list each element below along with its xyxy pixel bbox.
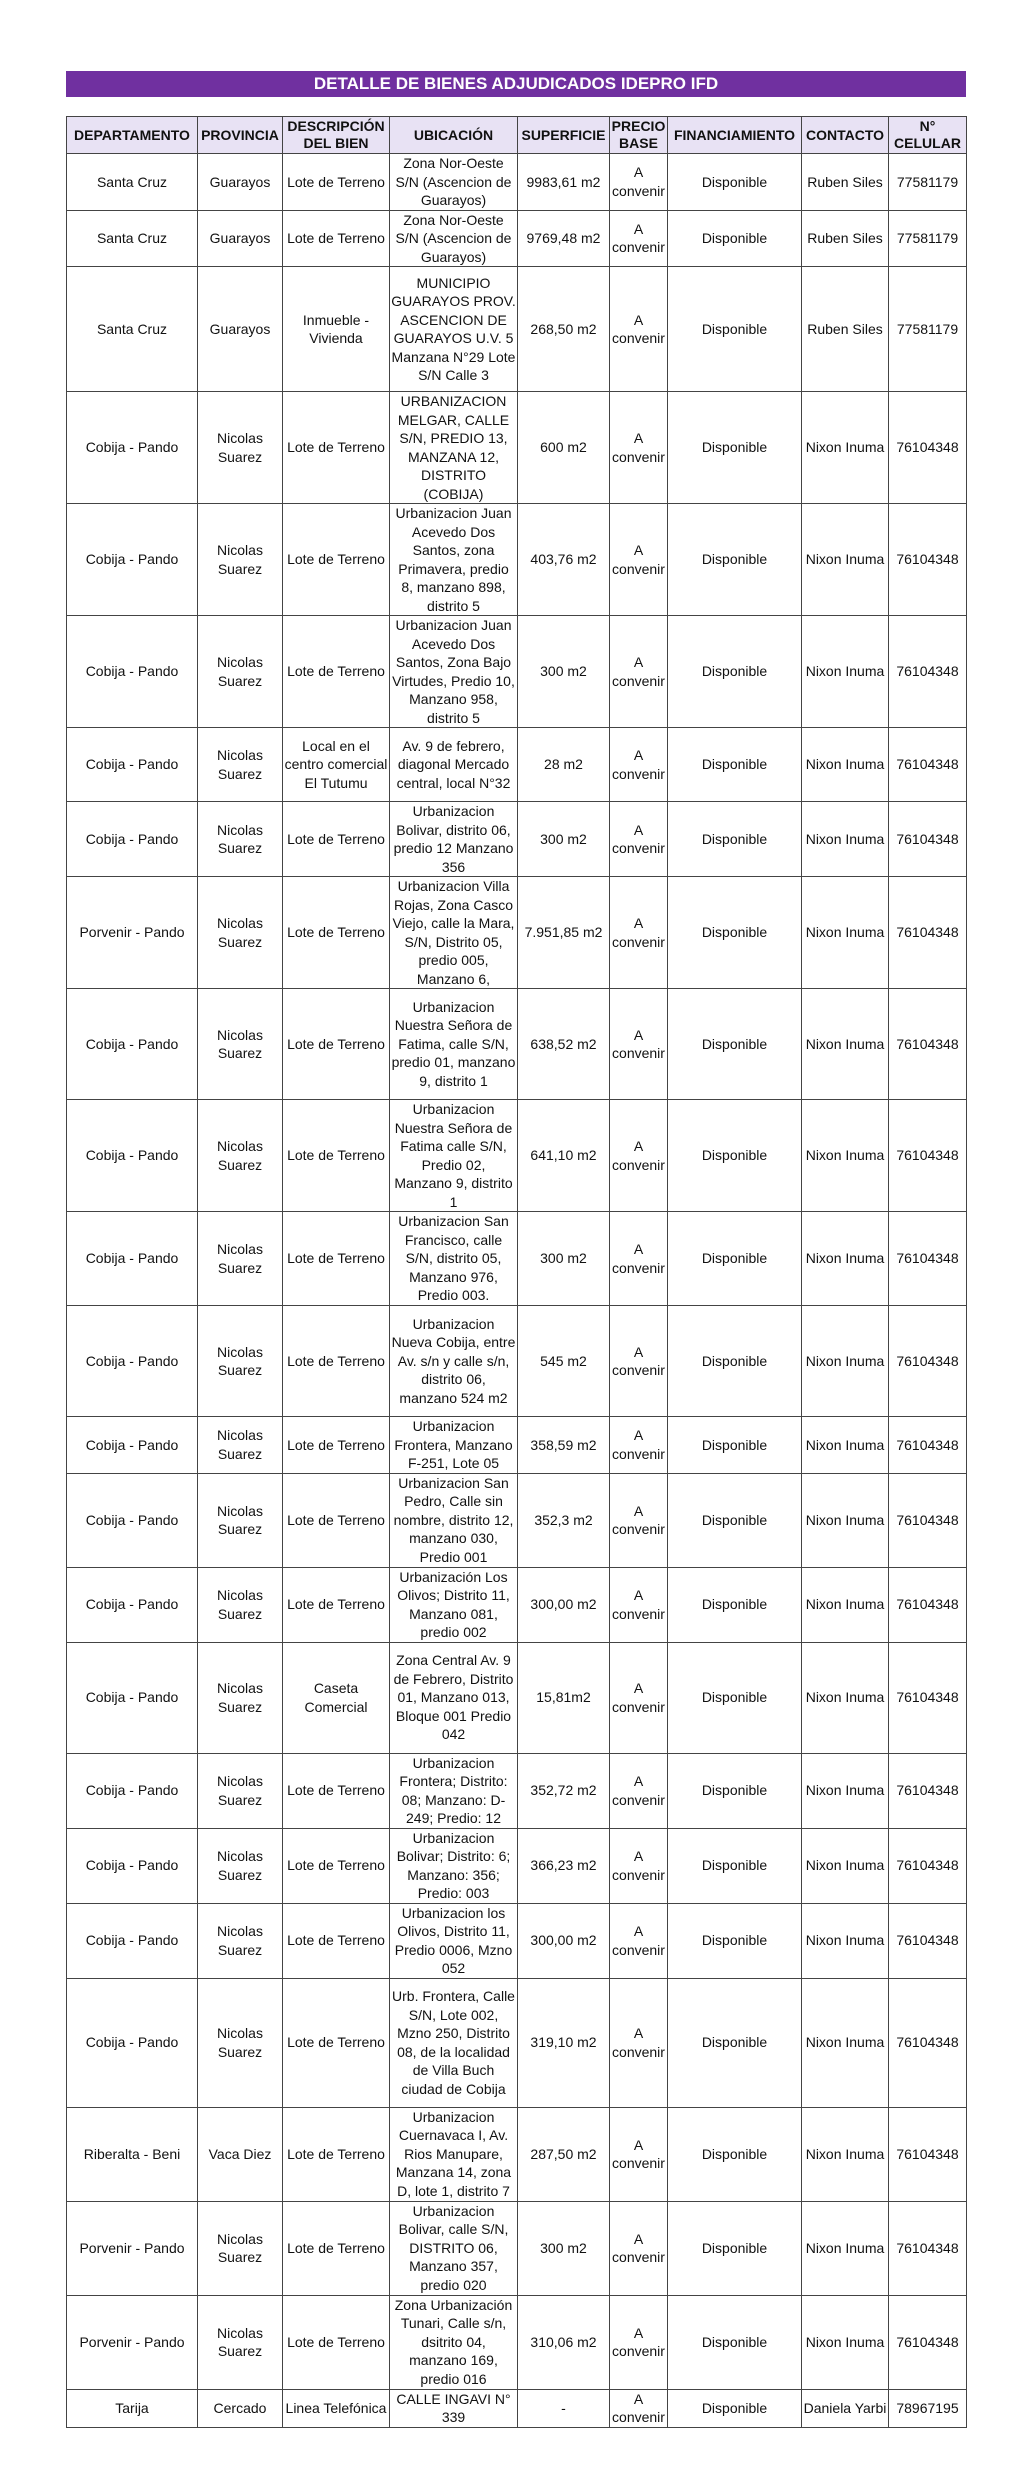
cell-descripcion: Lote de Terreno [283,877,390,989]
cell-contacto: Nixon Inuma [802,1828,889,1903]
cell-departamento: Cobija - Pando [67,1828,198,1903]
cell-precio-base: A convenir [610,1978,668,2107]
cell-financiamiento: Disponible [668,154,802,211]
cell-descripcion: Lote de Terreno [283,1306,390,1417]
cell-provincia: Nicolas Suarez [198,2295,283,2389]
cell-contacto: Ruben Siles [802,267,889,392]
cell-provincia: Cercado [198,2389,283,2427]
header-ubicacion: UBICACIÓN [390,117,518,154]
cell-precio-base: A convenir [610,392,668,504]
cell-contacto: Nixon Inuma [802,1642,889,1753]
cell-precio-base: A convenir [610,1828,668,1903]
table-row [67,877,967,989]
cell-provincia: Nicolas Suarez [198,392,283,504]
cell-contacto: Nixon Inuma [802,1212,889,1306]
cell-descripcion: Lote de Terreno [283,1417,390,1474]
cell-departamento: Cobija - Pando [67,1903,198,1978]
bienes-table [66,116,967,2428]
cell-superficie: 300 m2 [518,1212,610,1306]
cell-financiamiento: Disponible [668,2295,802,2389]
cell-financiamiento: Disponible [668,802,802,877]
cell-departamento: Porvenir - Pando [67,877,198,989]
cell-ubicacion: CALLE INGAVI N° 339 [390,2389,518,2427]
cell-descripcion: Local en el centro comercial El Tutumu [283,728,390,802]
cell-superficie: 300 m2 [518,802,610,877]
cell-departamento: Santa Cruz [67,210,198,267]
cell-ubicacion: Urbanizacion Nuestra Señora de Fatima, calle S/N, predio 01, manzano 9, distrito 1 [390,989,518,1100]
table-row [67,2201,967,2295]
cell-celular: 76104348 [889,1567,967,1642]
cell-superficie: 366,23 m2 [518,1828,610,1903]
cell-provincia: Guarayos [198,154,283,211]
cell-descripcion: Lote de Terreno [283,989,390,1100]
cell-descripcion: Lote de Terreno [283,2107,390,2201]
cell-descripcion: Lote de Terreno [283,1978,390,2107]
cell-celular: 76104348 [889,1100,967,1212]
cell-superficie: 310,06 m2 [518,2295,610,2389]
cell-financiamiento: Disponible [668,616,802,728]
cell-financiamiento: Disponible [668,1978,802,2107]
header-row [67,117,967,154]
table-row [67,1417,967,1474]
cell-superficie: 300 m2 [518,616,610,728]
cell-provincia: Nicolas Suarez [198,1567,283,1642]
table-row [67,1473,967,1567]
cell-precio-base: A convenir [610,1473,668,1567]
cell-departamento: Santa Cruz [67,267,198,392]
cell-descripcion: Lote de Terreno [283,1473,390,1567]
cell-departamento: Porvenir - Pando [67,2295,198,2389]
cell-ubicacion: Urbanizacion San Pedro, Calle sin nombre, distrito 12, manzano 030, Predio 001 [390,1473,518,1567]
cell-celular: 76104348 [889,1212,967,1306]
table-row [67,2295,967,2389]
cell-provincia: Nicolas Suarez [198,616,283,728]
cell-descripcion: Caseta Comercial [283,1642,390,1753]
cell-ubicacion: URBANIZACION MELGAR, CALLE S/N, PREDIO 13, MANZANA 12, DISTRITO (COBIJA) [390,392,518,504]
cell-descripcion: Lote de Terreno [283,2201,390,2295]
table-row [67,267,967,392]
cell-celular: 76104348 [889,504,967,616]
cell-financiamiento: Disponible [668,1100,802,1212]
cell-financiamiento: Disponible [668,877,802,989]
cell-financiamiento: Disponible [668,504,802,616]
cell-provincia: Nicolas Suarez [198,1903,283,1978]
cell-precio-base: A convenir [610,2389,668,2427]
cell-ubicacion: MUNICIPIO GUARAYOS PROV. ASCENCION DE GUARAYOS U.V. 5 Manzana N°29 Lote S/N Calle 3 [390,267,518,392]
table-row [67,616,967,728]
cell-provincia: Nicolas Suarez [198,1753,283,1828]
cell-celular: 77581179 [889,267,967,392]
cell-provincia: Nicolas Suarez [198,877,283,989]
cell-ubicacion: Urbanizacion Frontera, Manzano F-251, Lote 05 [390,1417,518,1474]
cell-provincia: Nicolas Suarez [198,1978,283,2107]
cell-superficie: 319,10 m2 [518,1978,610,2107]
cell-superficie: 9983,61 m2 [518,154,610,211]
cell-superficie: 287,50 m2 [518,2107,610,2201]
cell-descripcion: Lote de Terreno [283,210,390,267]
header-financiamiento: FINANCIAMIENTO [668,117,802,154]
cell-descripcion: Lote de Terreno [283,1100,390,1212]
cell-precio-base: A convenir [610,2201,668,2295]
cell-financiamiento: Disponible [668,1828,802,1903]
cell-contacto: Nixon Inuma [802,2295,889,2389]
cell-provincia: Nicolas Suarez [198,1417,283,1474]
cell-descripcion: Lote de Terreno [283,1903,390,1978]
cell-contacto: Nixon Inuma [802,989,889,1100]
cell-contacto: Nixon Inuma [802,1903,889,1978]
cell-financiamiento: Disponible [668,2107,802,2201]
cell-superficie: 358,59 m2 [518,1417,610,1474]
cell-precio-base: A convenir [610,616,668,728]
cell-financiamiento: Disponible [668,1306,802,1417]
cell-precio-base: A convenir [610,504,668,616]
cell-departamento: Porvenir - Pando [67,2201,198,2295]
cell-celular: 78967195 [889,2389,967,2427]
cell-departamento: Cobija - Pando [67,728,198,802]
table-row [67,2107,967,2201]
table-row [67,1753,967,1828]
cell-ubicacion: Urbanizacion San Francisco, calle S/N, distrito 05, Manzano 976, Predio 003. [390,1212,518,1306]
cell-superficie: 28 m2 [518,728,610,802]
cell-descripcion: Lote de Terreno [283,1567,390,1642]
cell-contacto: Nixon Inuma [802,1978,889,2107]
cell-superficie: 15,81m2 [518,1642,610,1753]
cell-superficie: 268,50 m2 [518,267,610,392]
cell-financiamiento: Disponible [668,392,802,504]
cell-celular: 76104348 [889,616,967,728]
cell-departamento: Santa Cruz [67,154,198,211]
cell-provincia: Nicolas Suarez [198,989,283,1100]
cell-departamento: Cobija - Pando [67,1642,198,1753]
cell-descripcion: Lote de Terreno [283,616,390,728]
cell-provincia: Nicolas Suarez [198,1212,283,1306]
cell-departamento: Cobija - Pando [67,392,198,504]
cell-precio-base: A convenir [610,728,668,802]
cell-superficie: 9769,48 m2 [518,210,610,267]
table-row [67,1978,967,2107]
cell-celular: 76104348 [889,802,967,877]
table-row [67,154,967,211]
cell-ubicacion: Zona Central Av. 9 de Febrero, Distrito 01, Manzano 013, Bloque 001 Predio 042 [390,1642,518,1753]
cell-ubicacion: Urbanizacion Cuernavaca I, Av. Rios Manupare, Manzana 14, zona D, lote 1, distrito 7 [390,2107,518,2201]
cell-departamento: Cobija - Pando [67,616,198,728]
cell-financiamiento: Disponible [668,1212,802,1306]
cell-celular: 76104348 [889,1473,967,1567]
cell-provincia: Nicolas Suarez [198,2201,283,2295]
cell-provincia: Nicolas Suarez [198,802,283,877]
cell-provincia: Guarayos [198,210,283,267]
cell-contacto: Nixon Inuma [802,877,889,989]
cell-contacto: Nixon Inuma [802,802,889,877]
table-row [67,802,967,877]
cell-precio-base: A convenir [610,877,668,989]
cell-departamento: Riberalta - Beni [67,2107,198,2201]
cell-superficie: 600 m2 [518,392,610,504]
cell-descripcion: Lote de Terreno [283,2295,390,2389]
cell-precio-base: A convenir [610,1212,668,1306]
header-contacto: CONTACTO [802,117,889,154]
cell-financiamiento: Disponible [668,1903,802,1978]
cell-celular: 76104348 [889,989,967,1100]
cell-departamento: Cobija - Pando [67,1567,198,1642]
cell-departamento: Cobija - Pando [67,1100,198,1212]
table-row [67,1212,967,1306]
cell-financiamiento: Disponible [668,210,802,267]
cell-contacto: Nixon Inuma [802,616,889,728]
cell-contacto: Ruben Siles [802,154,889,211]
cell-superficie: 545 m2 [518,1306,610,1417]
cell-financiamiento: Disponible [668,267,802,392]
cell-celular: 76104348 [889,1903,967,1978]
header-provincia: PROVINCIA [198,117,283,154]
cell-precio-base: A convenir [610,267,668,392]
cell-departamento: Cobija - Pando [67,1306,198,1417]
cell-ubicacion: Urbanizacion Juan Acevedo Dos Santos, Zona Bajo Virtudes, Predio 10, Manzano 958, distrito 5 [390,616,518,728]
cell-contacto: Nixon Inuma [802,2107,889,2201]
cell-celular: 76104348 [889,728,967,802]
cell-contacto: Nixon Inuma [802,728,889,802]
cell-financiamiento: Disponible [668,2389,802,2427]
cell-descripcion: Lote de Terreno [283,802,390,877]
cell-ubicacion: Urbanizacion Frontera; Distrito: 08; Manzano: D-249; Predio: 12 [390,1753,518,1828]
cell-descripcion: Inmueble - Vivienda [283,267,390,392]
cell-provincia: Nicolas Suarez [198,1828,283,1903]
header-departamento: DEPARTAMENTO [67,117,198,154]
cell-provincia: Nicolas Suarez [198,504,283,616]
cell-precio-base: A convenir [610,1753,668,1828]
cell-celular: 76104348 [889,877,967,989]
cell-ubicacion: Urbanizacion Bolivar; Distrito: 6; Manzano: 356; Predio: 003 [390,1828,518,1903]
cell-superficie: 300,00 m2 [518,1903,610,1978]
cell-superficie: 403,76 m2 [518,504,610,616]
cell-ubicacion: Urbanización Los Olivos; Distrito 11, Manzano 081, predio 002 [390,1567,518,1642]
cell-superficie: 641,10 m2 [518,1100,610,1212]
cell-precio-base: A convenir [610,154,668,211]
table-row [67,504,967,616]
cell-precio-base: A convenir [610,2295,668,2389]
cell-celular: 77581179 [889,154,967,211]
header-celular: N° CELULAR [889,117,967,154]
cell-celular: 76104348 [889,2295,967,2389]
table-row [67,1903,967,1978]
cell-celular: 76104348 [889,392,967,504]
cell-departamento: Cobija - Pando [67,1212,198,1306]
cell-contacto: Daniela Yarbi [802,2389,889,2427]
cell-descripcion: Lote de Terreno [283,1753,390,1828]
cell-ubicacion: Av. 9 de febrero, diagonal Mercado central, local N°32 [390,728,518,802]
cell-ubicacion: Zona Nor-Oeste S/N (Ascencion de Guarayos) [390,154,518,211]
cell-departamento: Cobija - Pando [67,802,198,877]
cell-superficie: 352,72 m2 [518,1753,610,1828]
cell-contacto: Nixon Inuma [802,2201,889,2295]
table-row [67,989,967,1100]
cell-provincia: Nicolas Suarez [198,1642,283,1753]
table-row [67,1306,967,1417]
cell-ubicacion: Urbanizacion Bolivar, distrito 06, predio 12 Manzano 356 [390,802,518,877]
table-row [67,210,967,267]
cell-departamento: Cobija - Pando [67,504,198,616]
cell-contacto: Nixon Inuma [802,1417,889,1474]
cell-contacto: Nixon Inuma [802,504,889,616]
cell-descripcion: Lote de Terreno [283,154,390,211]
cell-financiamiento: Disponible [668,1753,802,1828]
cell-ubicacion: Urbanizacion Juan Acevedo Dos Santos, zona Primavera, predio 8, manzano 898, distrito 5 [390,504,518,616]
cell-financiamiento: Disponible [668,1642,802,1753]
cell-provincia: Nicolas Suarez [198,1100,283,1212]
cell-financiamiento: Disponible [668,2201,802,2295]
cell-celular: 76104348 [889,1306,967,1417]
table-row [67,1828,967,1903]
cell-superficie: 638,52 m2 [518,989,610,1100]
cell-departamento: Cobija - Pando [67,1473,198,1567]
cell-superficie: 7.951,85 m2 [518,877,610,989]
table-row [67,2389,967,2427]
cell-celular: 76104348 [889,2201,967,2295]
header-superficie: SUPERFICIE [518,117,610,154]
cell-precio-base: A convenir [610,989,668,1100]
cell-precio-base: A convenir [610,1100,668,1212]
cell-contacto: Nixon Inuma [802,1473,889,1567]
cell-superficie: - [518,2389,610,2427]
cell-descripcion: Linea Telefónica [283,2389,390,2427]
cell-departamento: Cobija - Pando [67,989,198,1100]
cell-celular: 76104348 [889,1753,967,1828]
cell-celular: 76104348 [889,2107,967,2201]
cell-provincia: Guarayos [198,267,283,392]
cell-provincia: Vaca Diez [198,2107,283,2201]
cell-celular: 76104348 [889,1417,967,1474]
cell-contacto: Ruben Siles [802,210,889,267]
table-row [67,1100,967,1212]
cell-provincia: Nicolas Suarez [198,1473,283,1567]
header-precio-base: PRECIO BASE [610,117,668,154]
cell-precio-base: A convenir [610,1642,668,1753]
header-descripcion: DESCRIPCIÓN DEL BIEN [283,117,390,154]
cell-ubicacion: Urbanizacion Nuestra Señora de Fatima calle S/N, Predio 02, Manzano 9, distrito 1 [390,1100,518,1212]
cell-departamento: Cobija - Pando [67,1978,198,2107]
cell-precio-base: A convenir [610,1417,668,1474]
cell-ubicacion: Urbanizacion Bolivar, calle S/N, DISTRITO 06, Manzano 357, predio 020 [390,2201,518,2295]
cell-precio-base: A convenir [610,802,668,877]
cell-ubicacion: Zona Nor-Oeste S/N (Ascencion de Guarayos) [390,210,518,267]
cell-descripcion: Lote de Terreno [283,392,390,504]
cell-contacto: Nixon Inuma [802,1753,889,1828]
table-row [67,1642,967,1753]
cell-departamento: Cobija - Pando [67,1753,198,1828]
cell-ubicacion: Urb. Frontera, Calle S/N, Lote 002, Mzno 250, Distrito 08, de la localidad de Villa Buch ciudad de Cobija [390,1978,518,2107]
cell-ubicacion: Urbanizacion Nueva Cobija, entre Av. s/n y calle s/n, distrito 06, manzano 524 m2 [390,1306,518,1417]
cell-precio-base: A convenir [610,1567,668,1642]
cell-celular: 76104348 [889,1978,967,2107]
cell-precio-base: A convenir [610,2107,668,2201]
cell-contacto: Nixon Inuma [802,1100,889,1212]
cell-descripcion: Lote de Terreno [283,504,390,616]
cell-ubicacion: Urbanizacion Villa Rojas, Zona Casco Viejo, calle la Mara, S/N, Distrito 05, predio 005, Manzano 6, [390,877,518,989]
table-row [67,728,967,802]
cell-provincia: Nicolas Suarez [198,1306,283,1417]
cell-contacto: Nixon Inuma [802,1306,889,1417]
cell-ubicacion: Urbanizacion los Olivos, Distrito 11, Predio 0006, Mzno 052 [390,1903,518,1978]
cell-contacto: Nixon Inuma [802,392,889,504]
page-title: DETALLE DE BIENES ADJUDICADOS IDEPRO IFD [66,71,966,97]
cell-descripcion: Lote de Terreno [283,1828,390,1903]
cell-contacto: Nixon Inuma [802,1567,889,1642]
cell-financiamiento: Disponible [668,1473,802,1567]
cell-precio-base: A convenir [610,210,668,267]
cell-departamento: Tarija [67,2389,198,2427]
cell-financiamiento: Disponible [668,728,802,802]
cell-celular: 76104348 [889,1642,967,1753]
cell-ubicacion: Zona Urbanización Tunari, Calle s/n, dsitrito 04, manzano 169, predio 016 [390,2295,518,2389]
cell-departamento: Cobija - Pando [67,1417,198,1474]
cell-financiamiento: Disponible [668,1567,802,1642]
cell-financiamiento: Disponible [668,1417,802,1474]
table-body [67,154,967,2428]
cell-precio-base: A convenir [610,1306,668,1417]
cell-superficie: 300,00 m2 [518,1567,610,1642]
cell-precio-base: A convenir [610,1903,668,1978]
cell-superficie: 300 m2 [518,2201,610,2295]
cell-celular: 76104348 [889,1828,967,1903]
cell-descripcion: Lote de Terreno [283,1212,390,1306]
cell-superficie: 352,3 m2 [518,1473,610,1567]
cell-financiamiento: Disponible [668,989,802,1100]
cell-provincia: Nicolas Suarez [198,728,283,802]
cell-celular: 77581179 [889,210,967,267]
table-row [67,1567,967,1642]
table-row [67,392,967,504]
